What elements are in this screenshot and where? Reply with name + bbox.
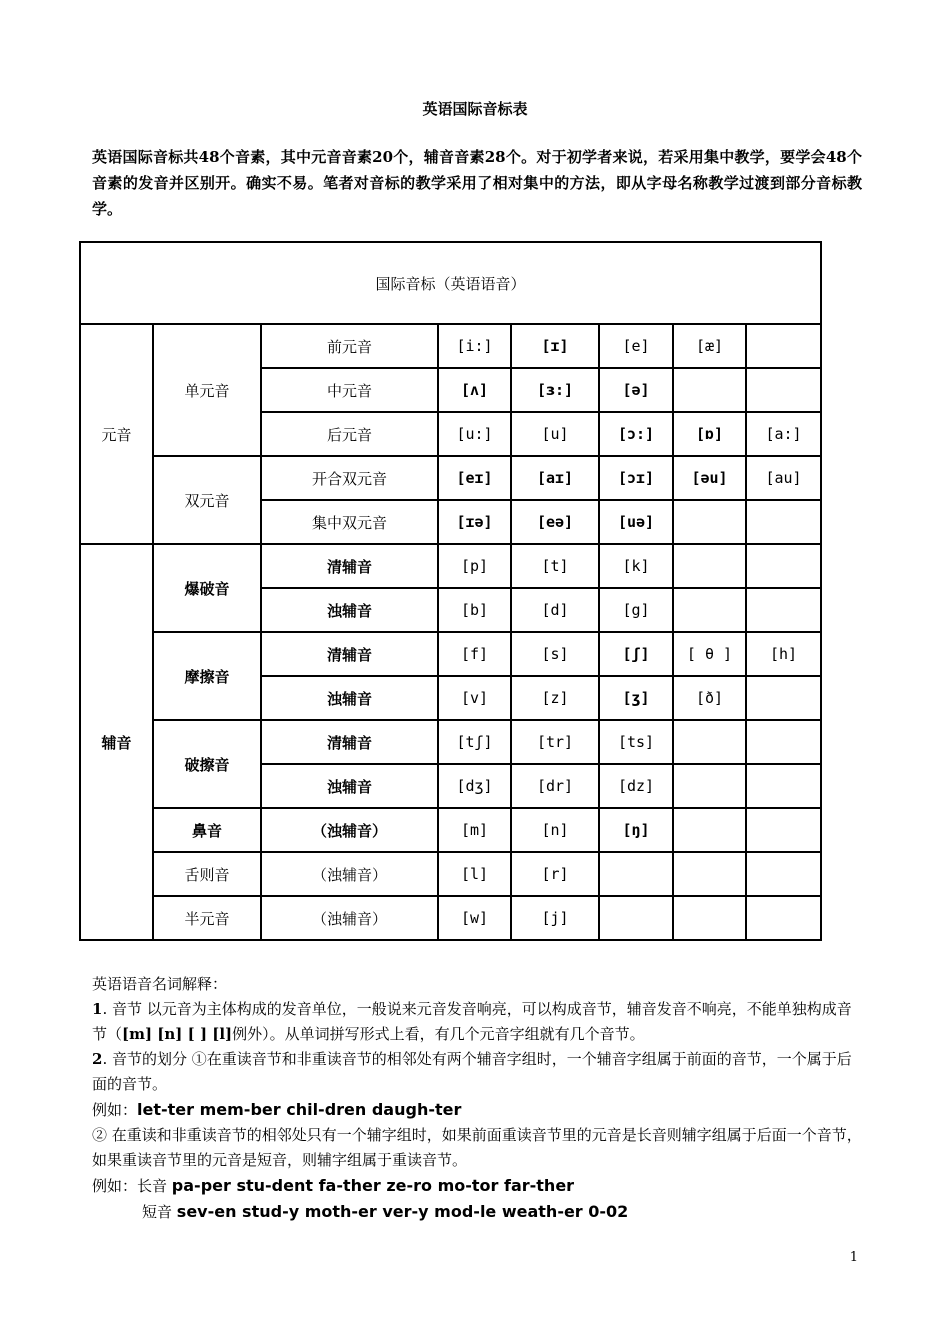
row-label: 中元音 [261,368,438,412]
phoneme-cell: [tʃ] [438,720,511,764]
row-label: 清辅音 [261,544,438,588]
phoneme-cell: [æ] [673,324,746,368]
phoneme-cell: [ɜ:] [511,368,599,412]
table-row [80,720,821,764]
phoneme-cell: [h] [746,632,821,676]
phoneme-cell [673,368,746,412]
phoneme-cell: [n] [511,808,599,852]
phoneme-cell: [ʒ] [599,676,673,720]
phoneme-cell: [dʒ] [438,764,511,808]
phoneme-cell: [f] [438,632,511,676]
phoneme-cell [746,588,821,632]
group-affricate: 破擦音 [153,720,261,808]
phoneme-cell [673,764,746,808]
phoneme-cell: [k] [599,544,673,588]
glossary-heading: 英语语音名词解释： [92,975,228,993]
group-diphthong: 双元音 [153,456,261,544]
phoneme-cell: [uə] [599,500,673,544]
phoneme-cell: [eɪ] [438,456,511,500]
phoneme-cell [746,544,821,588]
phoneme-cell: [aɪ] [511,456,599,500]
table-row [80,852,821,896]
phoneme-cell: [w] [438,896,511,940]
phoneme-cell: [p] [438,544,511,588]
phoneme-cell: [ð] [673,676,746,720]
group-lateral: 舌则音 [153,852,261,896]
phoneme-cell: [ɔ:] [599,412,673,456]
glossary-section [92,972,862,1225]
row-label: 开合双元音 [261,456,438,500]
row-label: （浊辅音） [261,896,438,940]
category-vowel: 元音 [80,324,153,544]
phoneme-cell: [ʌ] [438,368,511,412]
table-header: 国际音标（英语语音） [80,242,821,324]
group-monophthong: 单元音 [153,324,261,456]
phoneme-cell: [v] [438,676,511,720]
phoneme-cell: [e] [599,324,673,368]
phoneme-cell: [b] [438,588,511,632]
row-label: 浊辅音 [261,764,438,808]
example-line: 例如：长音 pa-per stu-dent fa-ther ze-ro mo-tor far-ther [92,1176,575,1195]
phoneme-cell [746,808,821,852]
glossary-item-division: 2. 音节的划分 ①在重读音节和非重读音节的相邻处有两个辅音字组时，一个辅音字组属于前面的音节，一个属于后面的音节。 [92,1050,852,1093]
phoneme-cell: [ə] [599,368,673,412]
row-label: （浊辅音） [261,852,438,896]
row-label: 清辅音 [261,632,438,676]
phoneme-cell [746,368,821,412]
phoneme-cell: [ɪ] [511,324,599,368]
table-row [80,544,821,588]
phoneme-cell: [əu] [673,456,746,500]
phoneme-cell [599,852,673,896]
phoneme-cell: [d] [511,588,599,632]
table-row [80,456,821,500]
phoneme-cell [673,720,746,764]
row-label: 后元音 [261,412,438,456]
phoneme-cell [746,852,821,896]
phoneme-cell: [ θ ] [673,632,746,676]
phoneme-cell: [ɪə] [438,500,511,544]
row-label: 前元音 [261,324,438,368]
phoneme-cell: [z] [511,676,599,720]
phoneme-cell: [t] [511,544,599,588]
group-fricative: 摩擦音 [153,632,261,720]
phoneme-cell: [tr] [511,720,599,764]
row-label: 浊辅音 [261,588,438,632]
phoneme-cell: [dz] [599,764,673,808]
phoneme-cell [746,720,821,764]
phoneme-cell: [ɔɪ] [599,456,673,500]
phoneme-cell [673,852,746,896]
phoneme-cell [673,500,746,544]
phoneme-cell [673,544,746,588]
phoneme-cell [673,896,746,940]
phoneme-cell: [ɒ] [673,412,746,456]
phoneme-cell: [ʃ] [599,632,673,676]
table-row [80,632,821,676]
phoneme-cell [746,500,821,544]
phoneme-cell: [u] [511,412,599,456]
page-number: 1 [849,1250,858,1265]
phoneme-cell: [s] [511,632,599,676]
example-line: 短音 sev-en stud-y moth-er ver-y mod-le weath-er 0-02 [142,1202,629,1221]
table-row [80,808,821,852]
row-label: 集中双元音 [261,500,438,544]
phoneme-cell: [a:] [746,412,821,456]
phoneme-cell [746,324,821,368]
row-label: 清辅音 [261,720,438,764]
phoneme-cell: [r] [511,852,599,896]
glossary-item-rule2: ② 在重读和非重读音节的相邻处只有一个辅字组时，如果前面重读音节里的元音是长音则辅字组属于后面一个音节，如果重读音节里的元音是短音，则辅字组属于重读音节。 [92,1126,862,1169]
example-line: 例如：let-ter mem-ber chil-dren daugh-ter [92,1100,462,1119]
phoneme-cell: [au] [746,456,821,500]
phoneme-cell [746,764,821,808]
phoneme-cell: [g] [599,588,673,632]
phoneme-cell: [ts] [599,720,673,764]
row-label: （浊辅音） [261,808,438,852]
category-consonant: 辅音 [80,544,153,940]
phoneme-cell: [j] [511,896,599,940]
table-row [80,324,821,368]
phoneme-cell: [eə] [511,500,599,544]
phoneme-cell [599,896,673,940]
phoneme-cell: [l] [438,852,511,896]
phoneme-cell: [dr] [511,764,599,808]
group-plosive: 爆破音 [153,544,261,632]
phoneme-cell: [i:] [438,324,511,368]
intro-paragraph: 英语国际音标共48个音素，其中元音音素20个，辅音音素28个。对于初学者来说，若采用集中教学，要学会48个音素的发音并区别开。确实不易。笔者对音标的教学采用了相对集中的方法，即从字母名称教学过渡到部分音标教学。 [92,148,862,218]
table-row [80,896,821,940]
phoneme-cell [746,896,821,940]
phoneme-cell: [ŋ] [599,808,673,852]
row-label: 浊辅音 [261,676,438,720]
phoneme-cell: [u:] [438,412,511,456]
phoneme-cell: [m] [438,808,511,852]
phoneme-cell [673,588,746,632]
phoneme-cell [746,676,821,720]
ipa-table [79,241,822,941]
phoneme-cell [673,808,746,852]
page-title: 英语国际音标表 [422,100,528,118]
group-nasal: 鼻音 [153,808,261,852]
group-semivowel: 半元音 [153,896,261,940]
glossary-item-syllable: 1. 音节 以元音为主体构成的发音单位，一般说来元音发音响亮，可以构成音节，辅音发音不响亮，不能单独构成音节（[m] [n] [ ] [l]例外）。从单词拼写形式上看，有几个元音字组就有几个音节。 [92,1000,852,1043]
